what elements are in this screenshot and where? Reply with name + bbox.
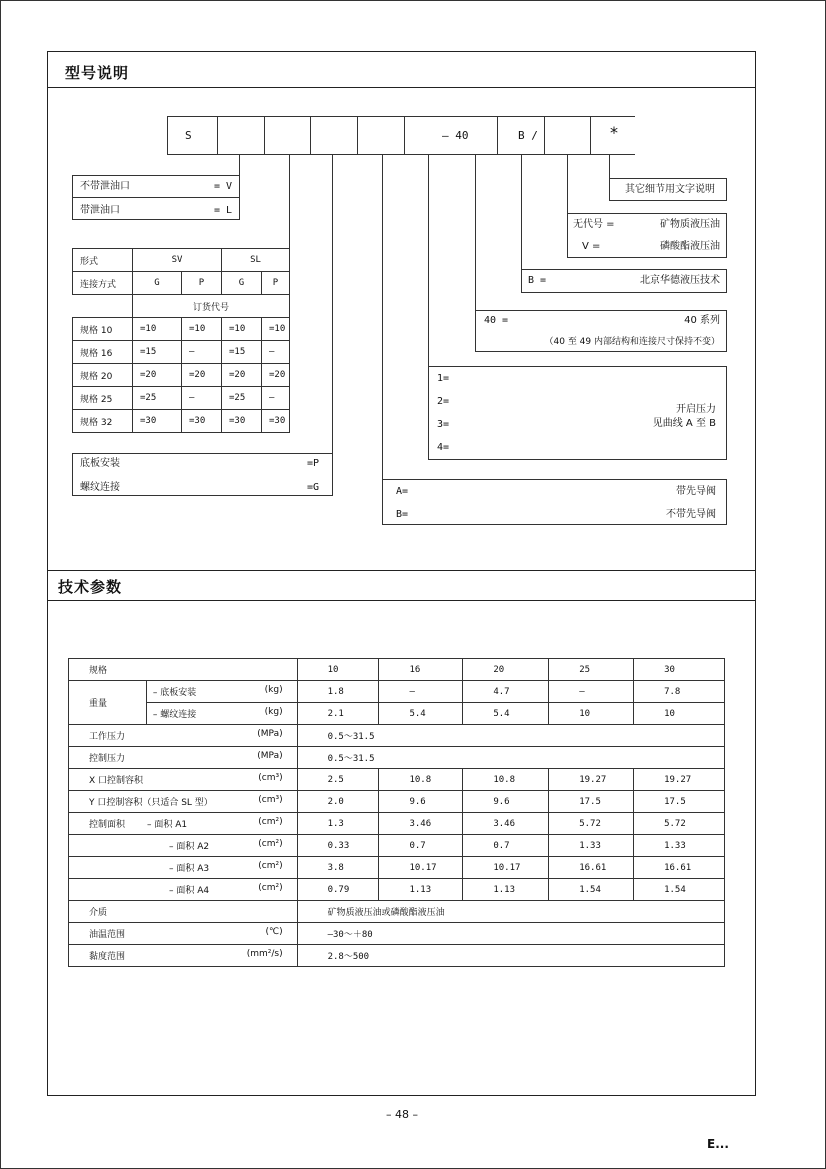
cell: 16.61 (549, 857, 634, 879)
code-cell: S (185, 129, 192, 142)
cell: 9.6 (379, 791, 463, 813)
maker-text: 北京华德液压技术 (640, 275, 720, 286)
row-unit: (kg) (264, 685, 283, 695)
code-separator (357, 116, 358, 155)
fluid-text: 矿物质液压油 (660, 219, 720, 230)
size-code: =20 (222, 364, 262, 387)
maker-box (521, 269, 727, 293)
size-header: 25 (549, 659, 634, 681)
conn-code: P (262, 272, 290, 295)
cell: 3.46 (379, 813, 463, 835)
conn-code: P (182, 272, 222, 295)
cell: 2.1 (297, 703, 379, 725)
series-code: 40 = (484, 315, 509, 326)
code-cell: B / (518, 129, 538, 142)
size-label: 规格 25 (73, 387, 133, 410)
row-unit: (cm²) (258, 839, 283, 849)
conn-code: G (222, 272, 262, 295)
section-title-model: 型号说明 (65, 64, 130, 82)
size-code: =15 (222, 341, 262, 364)
cell: 7.8 (634, 681, 725, 703)
cell: 19.27 (634, 769, 725, 791)
cell: 1.33 (549, 835, 634, 857)
table-row (69, 835, 725, 857)
row-label: Y 口控制容积（只适合 SL 型） (89, 798, 213, 808)
row-sublabel: – 面积 A1 (147, 820, 188, 830)
mounting-box (72, 453, 333, 496)
divider (47, 570, 756, 571)
cell: 5.72 (549, 813, 634, 835)
row-unit: (MPa) (257, 751, 283, 761)
type-sv: SV (133, 249, 222, 272)
table-row (69, 945, 725, 967)
pilot-code: B= (396, 509, 409, 520)
size-code: =10 (133, 318, 182, 341)
size-code: =30 (182, 410, 222, 433)
cell: 19.27 (549, 769, 634, 791)
other-details-box (609, 178, 727, 201)
cell: – (379, 681, 463, 703)
pressure-code: 2= (437, 396, 450, 407)
pressure-code: 1= (437, 373, 450, 384)
table-row (69, 857, 725, 879)
row-label: 控制面积 (89, 820, 126, 830)
row-sublabel: – 螺纹连接 (152, 710, 197, 720)
series-text: 40 系列 (684, 315, 720, 326)
cell: 0.7 (379, 835, 463, 857)
cell: 10.17 (463, 857, 549, 879)
size-label: 规格 16 (73, 341, 133, 364)
code-cell: – 40 (442, 129, 469, 142)
fluid-text: 磷酸酯液压油 (660, 241, 720, 252)
cell: 5.72 (634, 813, 725, 835)
cell: 0.5～31.5 (297, 725, 724, 747)
table-row (69, 725, 725, 747)
row-unit: (mm²/s) (246, 949, 283, 959)
size-header: 10 (297, 659, 379, 681)
size-header: 30 (634, 659, 725, 681)
cell: 10.17 (379, 857, 463, 879)
drain-port-box (72, 175, 240, 220)
size-code: =10 (222, 318, 262, 341)
series-box (475, 310, 727, 352)
size-code: =25 (133, 387, 182, 410)
form-label: 形式 (73, 249, 133, 272)
pressure-box (428, 366, 727, 460)
table-row (69, 769, 725, 791)
cell: 4.7 (463, 681, 549, 703)
size-label: 规格 20 (73, 364, 133, 387)
pilot-text: 不带先导阀 (666, 509, 716, 520)
cell: 10 (549, 703, 634, 725)
size-header: 16 (379, 659, 463, 681)
code-separator (497, 116, 498, 155)
size-header: 20 (463, 659, 549, 681)
code-strip-frame (167, 116, 635, 155)
cell: 10 (634, 703, 725, 725)
cell: 1.54 (549, 879, 634, 901)
cell: 0.33 (297, 835, 379, 857)
drain-code: = L (214, 205, 233, 216)
drain-label: 带泄油口 (80, 205, 120, 216)
pilot-text: 带先导阀 (676, 486, 716, 497)
row-label: 介质 (69, 901, 298, 923)
type-sl: SL (222, 249, 290, 272)
drain-label: 不带泄油口 (80, 181, 130, 192)
table-row (69, 879, 725, 901)
cell: 0.7 (463, 835, 549, 857)
row-label: 油温范围 (89, 930, 126, 940)
size-code: – (182, 387, 222, 410)
code-separator (590, 116, 591, 155)
mount-code: =P (307, 458, 320, 469)
table-row (69, 659, 725, 681)
fluid-code: V = (582, 241, 601, 252)
weight-label: 重量 (69, 681, 147, 725)
pressure-text: 开启压力 (676, 404, 716, 415)
sizes-label: 规格 (69, 659, 298, 681)
cell: 2.5 (297, 769, 379, 791)
size-code: =10 (182, 318, 222, 341)
divider (47, 87, 756, 88)
divider (47, 600, 756, 601)
cell: 1.13 (463, 879, 549, 901)
code-separator (264, 116, 265, 155)
cell: 0.5～31.5 (297, 747, 724, 769)
row-unit: (℃) (265, 927, 283, 937)
code-separator (404, 116, 405, 155)
cell: –30～＋80 (297, 923, 724, 945)
cell: 3.8 (297, 857, 379, 879)
row-unit: (cm²) (258, 883, 283, 893)
size-code: – (262, 387, 290, 410)
row-unit: (cm³) (258, 773, 283, 783)
row-label: 控制压力 (89, 754, 126, 764)
row-unit: (cm²) (258, 861, 283, 871)
size-grid (72, 248, 290, 434)
cell: 1.8 (297, 681, 379, 703)
fluid-code: 无代号 = (573, 219, 615, 230)
row-unit: (cm³) (258, 795, 283, 805)
cell: 2.0 (297, 791, 379, 813)
drain-code: = V (214, 181, 233, 192)
size-label: 规格 32 (73, 410, 133, 433)
size-code: – (262, 341, 290, 364)
table-row (69, 703, 725, 725)
order-code-label: 订货代号 (133, 295, 290, 318)
other-details-text: 其它细节用文字说明 (625, 184, 715, 195)
row-label: 黏度范围 (89, 952, 126, 962)
row-sublabel: – 面积 A4 (169, 886, 210, 896)
size-label: 规格 10 (73, 318, 133, 341)
code-separator (310, 116, 311, 155)
row-unit: (cm²) (258, 817, 283, 827)
table-row (69, 681, 725, 703)
cell: – (549, 681, 634, 703)
fluid-box (567, 213, 727, 258)
size-code: =20 (262, 364, 290, 387)
table-row (69, 923, 725, 945)
cell: 1.3 (297, 813, 379, 835)
cell: 矿物质液压油或磷酸酯液压油 (297, 901, 724, 923)
size-code: =30 (133, 410, 182, 433)
row-unit: (kg) (264, 707, 283, 717)
pilot-box (382, 479, 727, 525)
row-sublabel: – 面积 A2 (169, 842, 210, 852)
size-code: =30 (222, 410, 262, 433)
row-unit: (MPa) (257, 729, 283, 739)
cell: 9.6 (463, 791, 549, 813)
size-code: =30 (262, 410, 290, 433)
code-separator (544, 116, 545, 155)
cell: 5.4 (463, 703, 549, 725)
size-code: =15 (133, 341, 182, 364)
cell: 10.8 (379, 769, 463, 791)
table-row (69, 901, 725, 923)
cell: 17.5 (549, 791, 634, 813)
conn-code: G (133, 272, 182, 295)
cell: 5.4 (379, 703, 463, 725)
size-code: =20 (133, 364, 182, 387)
cell: 1.33 (634, 835, 725, 857)
row-sublabel: – 底板安装 (152, 688, 197, 698)
mount-label: 螺纹连接 (80, 482, 120, 493)
cell: 17.5 (634, 791, 725, 813)
conn-label: 连接方式 (73, 272, 133, 295)
row-label: X 口控制容积 (89, 776, 144, 786)
row-label: 工作压力 (89, 732, 126, 742)
pressure-text: 见曲线 A 至 B (652, 418, 716, 429)
cell: 3.46 (463, 813, 549, 835)
cell: 0.79 (297, 879, 379, 901)
size-code: =20 (182, 364, 222, 387)
table-row (69, 791, 725, 813)
cell: 1.54 (634, 879, 725, 901)
section-title-tech: 技术参数 (58, 578, 123, 596)
mount-code: =G (307, 482, 320, 493)
corner-mark: E... (707, 1137, 729, 1151)
cell: 10.8 (463, 769, 549, 791)
cell: 2.8～500 (297, 945, 724, 967)
maker-code: B = (528, 275, 547, 286)
page-number: – 48 – (386, 1108, 418, 1121)
cell: 1.13 (379, 879, 463, 901)
size-code: – (182, 341, 222, 364)
pressure-code: 3= (437, 419, 450, 430)
row-sublabel: – 面积 A3 (169, 864, 210, 874)
series-note: （40 至 49 内部结构和连接尺寸保持不变） (544, 337, 720, 347)
table-row (69, 747, 725, 769)
size-code: =10 (262, 318, 290, 341)
cell: 16.61 (634, 857, 725, 879)
mount-label: 底板安装 (80, 458, 120, 469)
code-separator (217, 116, 218, 155)
spec-table (68, 658, 725, 967)
code-cell: * (610, 123, 618, 142)
pilot-code: A= (396, 486, 409, 497)
size-code: =25 (222, 387, 262, 410)
pressure-code: 4= (437, 442, 450, 453)
table-row (69, 813, 725, 835)
